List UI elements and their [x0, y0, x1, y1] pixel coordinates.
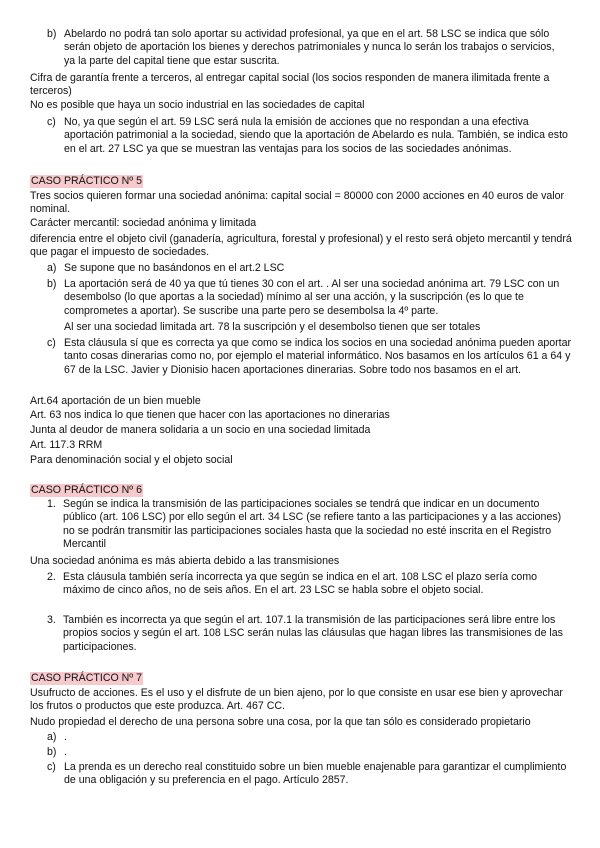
list-marker: a)	[47, 262, 57, 274]
list-marker: b)	[47, 278, 57, 290]
numbered-item-3	[47, 614, 571, 654]
paragraph: Usufructo de acciones. Es el uso y el disfrute de un bien ajeno, por lo que consiste en usar ese bien y aprovechar los frutos o productos que este produzca. Art. 467 CC.	[30, 687, 563, 713]
paragraph: Carácter mercantil: sociedad anónima y limitada	[30, 217, 257, 229]
list-item-b	[47, 746, 564, 759]
list-item-text: .	[64, 731, 67, 743]
paragraph: Nudo propiedad el derecho de una persona sobre una cosa, por la que tan sólo es considerado propietario	[30, 716, 531, 728]
list-item-a	[47, 262, 564, 275]
list-marker: c)	[47, 116, 56, 128]
list-marker: 1.	[47, 498, 56, 510]
list-item-text: Según se indica la transmisión de las participaciones sociales se tendrá que indicar en un documento público (art. 106 LSC) por ello según el art. 34 LSC (se refiere tanto a las participaciones y a las acciones) no se podrán transmitir las participaciones sociales hasta que la sociedad no esté inscrita en el Registro Mercantil	[63, 498, 562, 550]
section-heading-caso-6: CASO PRÁCTICO Nº 6	[31, 484, 143, 496]
list-item-text: Se supone que no basándonos en el art.2 LSC	[64, 262, 285, 274]
list-item-b	[47, 28, 568, 68]
paragraph-note: Una sociedad anónima es más abierta debido a las transmisiones	[30, 555, 340, 567]
numbered-item-1	[47, 498, 571, 551]
list-marker: b)	[47, 746, 57, 758]
list-item-b	[47, 278, 572, 318]
list-item-text: Abelardo no podrá tan solo aportar su actividad profesional, ya que en el art. 58 LSC se indica que sólo serán objeto de aportación los bienes y derechos patrimoniales y nunca lo serán los trabajos o servicios, ya la parte del capital tiene que estar suscrita.	[64, 28, 555, 67]
list-item-continuation: Al ser una sociedad limitada art. 78 la suscripción y el desembolso tienen que ser totales	[64, 321, 481, 333]
list-item-text: No, ya que según el art. 59 LSC será nula la emisión de acciones que no respondan a una efectiva aportación patrimonial a la sociedad, siendo que la aportación de Abelardo es nula. También, se indica esto en el art. 27 LSC ya que se muestran las ventajas para los socios de las sociedades anónimas.	[64, 116, 568, 155]
paragraph-socio-industrial: No es posible que haya un socio industrial en las sociedades de capital	[30, 99, 365, 111]
numbered-item-2	[47, 571, 571, 598]
list-item-text: .	[64, 746, 67, 758]
list-item-text: Esta cláusula también sería incorrecta ya que según se indica en el art. 108 LSC el plazo sería como máximo de cinco años, no de seis años. En el art. 23 LSC se habla sobre el objeto social.	[63, 571, 538, 597]
list-marker: b)	[47, 28, 57, 40]
paragraph: Art. 117.3 RRM	[30, 439, 103, 451]
list-marker: c)	[47, 337, 56, 349]
paragraph: Tres socios quieren formar una sociedad anónima: capital social = 80000 con 2000 acciones en 40 euros de valor nominal.	[30, 190, 565, 216]
paragraph-cifra: Cifra de garantía frente a terceros, al entregar capital social (los socios responden de manera ilimitada frente a terceros)	[30, 72, 550, 98]
list-marker: a)	[47, 731, 57, 743]
list-item-text: Esta cláusula sí que es correcta ya que como se indica los socios en una sociedad anónima pueden aportar tanto cosas dinerarias como no, por ejemplo el material informático. Nos basamos en los artículos 61 a 64 y 67 de la LSC. Javier y Dionisio hacen aportaciones dinerarias. Sobre todo nos basamos en el art.	[64, 337, 572, 376]
list-marker: 2.	[47, 571, 56, 583]
paragraph: diferencia entre el objeto civil (ganadería, agricultura, forestal y profesional) y el resto será objeto mercantil y tendrá que pagar el impuesto de sociedades.	[30, 233, 572, 259]
list-item-a	[47, 731, 564, 744]
paragraph: Art.64 aportación de un bien mueble	[30, 395, 201, 407]
list-marker: 3.	[47, 614, 56, 626]
list-item-c	[47, 116, 570, 156]
list-item-c	[47, 337, 572, 377]
list-item-c	[47, 761, 568, 788]
section-heading-caso-5: CASO PRÁCTICO Nº 5	[31, 175, 143, 187]
list-marker: c)	[47, 761, 56, 773]
list-item-text: La prenda es un derecho real constituido sobre un bien mueble enajenable para garantizar el cumplimiento de una obligación y su preferencia en el pago. Artículo 2857.	[64, 761, 567, 787]
paragraph: Art. 63 nos indica lo que tienen que hacer con las aportaciones no dinerarias	[30, 409, 390, 421]
section-heading-caso-7: CASO PRÁCTICO Nº 7	[31, 672, 143, 684]
list-item-text: La aportación será de 40 ya que tú tienes 30 con el art. . Al ser una sociedad anónima art. 79 LSC con un desembolso (lo que aportas a la sociedad) mínimo al ser una acción, y la suscripción (es lo que te comprometes a aportar). Se suscribe una parte pero se desembolsa la 4º parte.	[64, 278, 560, 317]
list-item-text: También es incorrecta ya que según el art. 107.1 la transmisión de las participaciones será libre entre los propios socios y según el art. 108 LSC serán nulas las cláusulas que hagan libres las transmisiones de las participaciones.	[63, 614, 563, 653]
paragraph: Junta al deudor de manera solidaria a un socio en una sociedad limitada	[30, 424, 371, 436]
paragraph: Para denominación social y el objeto social	[30, 454, 233, 466]
